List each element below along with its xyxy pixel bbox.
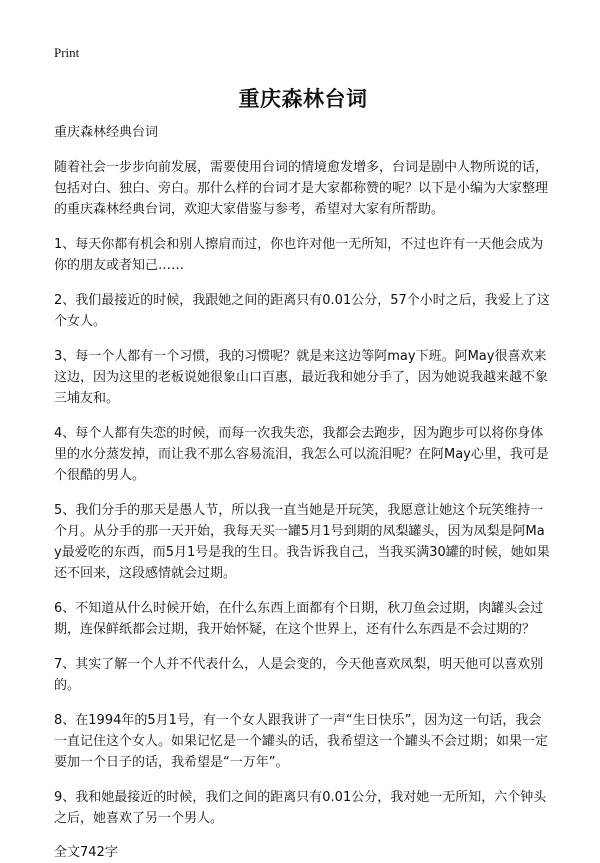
quote-paragraph-3: 3、每一个人都有一个习惯，我的习惯呢？就是来这边等阿may下班。阿May很喜欢来这边，因为这里的老板说她很象山口百惠，最近我和她分手了，因为她说我越来越不象三埔友和。 (54, 349, 549, 406)
print-link[interactable]: Print (54, 45, 80, 60)
quote-paragraph-7: 7、其实了解一个人并不代表什么，人是会变的，今天他喜欢凤梨，明天他可以喜欢别的。 (54, 657, 544, 693)
quote-paragraph-5: 5、我们分手的那天是愚人节，所以我一直当她是开玩笑，我愿意让她这个玩笑维持一个月。从分手的那一天开始，我每天买一罐5月1号到期的凤梨罐头，因为凤梨是阿May最爱吃的东西，而5月1号是我的生日。我告诉我自己，当我买满30罐的时候，她如果还不回来，这段感情就会过期。 (54, 503, 550, 581)
quote-paragraph-4: 4、每个人都有失恋的时候，而每一次我失恋，我都会去跑步，因为跑步可以将你身体里的水分蒸发掉，而让我不那么容易流泪，我怎么可以流泪呢？在阿May心里，我可是个很酷的男人。 (54, 426, 549, 483)
word-count: 全文742字 (54, 845, 118, 860)
quote-paragraph-2: 2、我们最接近的时候，我跟她之间的距离只有0.01公分，57个小时之后，我爱上了这个女人。 (54, 293, 550, 329)
quote-paragraph-1: 1、每天你都有机会和别人擦肩而过，你也许对他一无所知，不过也许有一天他会成为你的朋友或者知己…… (54, 237, 544, 273)
article-subtitle: 重庆森林经典台词 (54, 125, 159, 140)
quote-paragraph-6: 6、不知道从什么时候开始，在什么东西上面都有个日期，秋刀鱼会过期，肉罐头会过期，连保鲜纸都会过期，我开始怀疑，在这个世界上，还有什么东西是不会过期的？ (54, 601, 544, 637)
quote-paragraph-9: 9、我和她最接近的时候，我们之间的距离只有0.01公分，我对她一无所知，六个钟头之后，她喜欢了另一个男人。 (54, 790, 547, 826)
intro-paragraph: 随着社会一步步向前发展，需要使用台词的情境愈发增多，台词是剧中人物所说的话，包括对白、独白、旁白。那什么样的台词才是大家都称赞的呢？以下是小编为大家整理的重庆森林经典台词，欢迎大家借鉴与参考，希望对大家有所帮助。 (54, 160, 549, 217)
quote-paragraph-8: 8、在1994年的5月1号，有一个女人跟我讲了一声“生日快乐”，因为这一句话，我会一直记住这个女人。如果记忆是一个罐头的话，我希望这一个罐头不会过期；如果一定要加一个日子的话，我希望是“一万年”。 (54, 713, 549, 770)
page-title: 重庆森林台词 (238, 87, 368, 111)
